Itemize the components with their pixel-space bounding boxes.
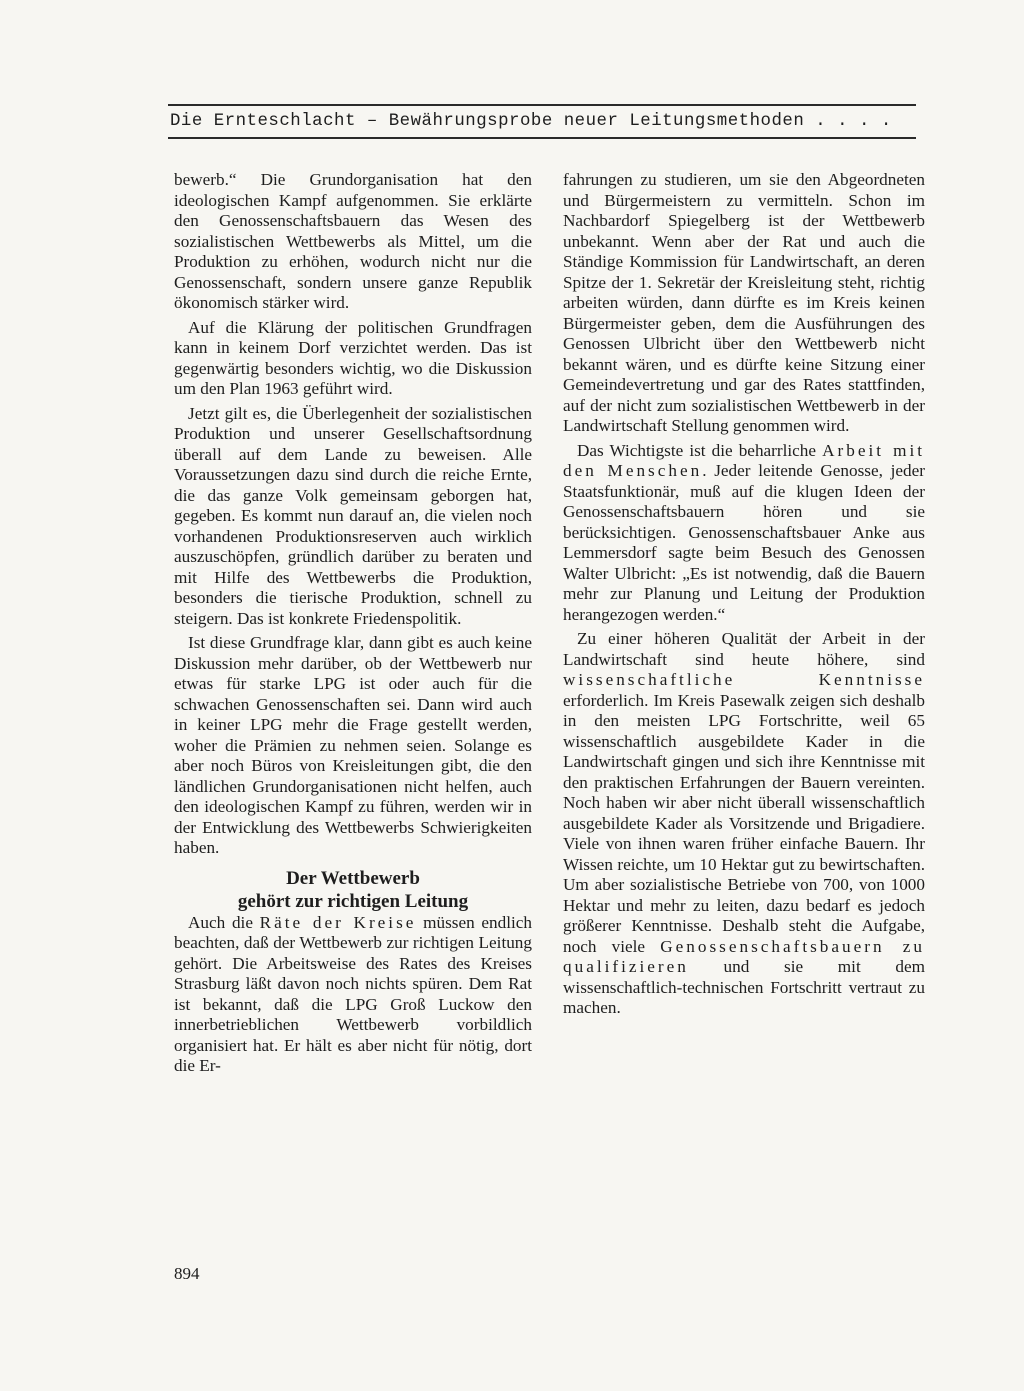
header-rule-bottom	[168, 137, 916, 139]
paragraph: Auf die Klärung der politischen Grundfragen kann in keinem Dorf verzichtet werden. Das ist gegenwärtig besonders wichtig, wo die Diskussion um den Plan 1963 geführt wird.	[174, 317, 532, 398]
text-run: Auch die	[188, 912, 260, 932]
text-run: Zu einer höheren Qualität der Arbeit in der Landwirtschaft sind heute höhere, sind	[563, 629, 925, 669]
spaced-emphasis: Arbeit mit den Menschen	[563, 440, 925, 480]
paragraph	[563, 441, 925, 626]
text-run: müssen endlich beachten, daß der Wettbewerb zur richtigen Leitung gehört. Die Arbeitsweise des Rates des Kreises Strasburg läßt davon noch nichts spüren. Dem Rat ist bekannt, daß die LPG Groß Luckow den innerbetrieblichen Wettbewerb vorbildlich organisiert hat. Er hält es aber nicht für nötig, dort die Er-	[174, 912, 532, 1075]
text-run: erforderlich. Im Kreis Pasewalk zeigen sich deshalb in den meisten LPG Fortschritte, weil 65 wissenschaftlich ausgebildete Kader in die Landwirtschaft gingen und sich ihre Kenntnisse mit den praktischen Erfahrungen der Bauern vereinten. Noch haben wir aber nicht überall wissenschaftlich ausgebildete Kader als Vorsitzende und Brigadiere. Viele von ihnen waren früher einfache Bauern. Ihr Wissen reichte, um 10 Hektar gut zu bewirtschaften. Um aber sozialistische Betriebe von 700, von 1000 Hektar und mehr zu leiten, dazu bedarf es jedoch größerer Kenntnisse. Deshalb steht die Aufgabe, noch viele	[563, 690, 925, 956]
right-column	[563, 170, 925, 1019]
section-heading-line: gehört zur richtigen Leitung	[237, 890, 469, 912]
running-header: Die Ernteschlacht – Bewährungsprobe neuer Leitungsmethoden . . . .	[170, 112, 892, 131]
page-number: 894	[174, 1264, 200, 1283]
left-column	[174, 170, 532, 1077]
spaced-emphasis: Räte der Kreise	[259, 912, 417, 932]
paragraph	[563, 629, 925, 1019]
header-rule-top	[168, 104, 916, 106]
paragraph: Jetzt gilt es, die Überlegenheit der sozialistischen Produktion und unserer Gesellschaftsordnung überall auf dem Lande zu beweisen. Alle Voraussetzungen dazu sind durch die reiche Ernte, die das ganze Volk gemeinsam geborgen hat, gegeben. Es kommt nun darauf an, die vielen noch vorhandenen Produktionsreserven auch wirklich auszuschöpfen, gründlich darüber zu beraten und mit Hilfe des Wettbewerbs die Produktion, besonders die tierische Produktion, schnell zu steigern. Das ist konkrete Friedenspolitik.	[174, 403, 532, 628]
spaced-emphasis: wissenschaftliche Kenntnisse	[563, 670, 925, 689]
text-run: . Jeder leitende Genosse, jeder Staatsfunktionär, muß auf die klugen Ideen der Genossenschaftsbauern hören und sie berücksichtigen. Genossenschaftsbauer Anke aus Lemmersdorf sagte beim Besuch des Genossen Walter Ulbricht: „Es ist notwendig, daß die Bauern mehr zur Planung und Leitung der Produktion herangezogen werden.“	[563, 461, 925, 624]
paragraph: Ist diese Grundfrage klar, dann gibt es auch keine Diskussion mehr darüber, ob der Wettbewerb nur etwas für starke LPG ist oder auch für die schwachen Genossenschaften sei. Dann wird auch in keiner LPG mehr die Frage gestellt werden, woher die Prämien zu nehmen seien. Solange es aber noch Büros von Kreisleitungen gibt, die den ländlichen Grundorganisationen nicht helfen, auch den ideologischen Kampf zu führen, werden wir in der Entwicklung des Wettbewerbs Schwierigkeiten haben.	[174, 633, 532, 857]
spaced-emphasis: Genossenschaftsbauern zu qualifizieren	[563, 936, 926, 976]
section-heading	[174, 867, 532, 913]
paragraph	[174, 913, 532, 1077]
section-heading-line: Der Wettbewerb	[286, 867, 420, 889]
paragraph: fahrungen zu studieren, um sie den Abgeordneten und Bürgermeistern zu vermitteln. Schon im Nachbardorf Spiegelberg ist der Wettbewerb unbekannt. Wenn aber der Rat und auch die Ständige Kommission für Landwirtschaft, an deren Spitze der 1. Sekretär der Kreisleitung steht, richtig arbeiten würden, dann dürfte es im Kreis keinen Bürgermeister geben, dem die Ausführungen des Genossen Ulbricht über den Wettbewerb nicht bekannt wären, und es dürfte keine Sitzung einer Gemeindevertretung und gar des Rates stattfinden, auf der nicht zum sozialistischen Wettbewerb in der Landwirtschaft Stellung genommen wird.	[563, 170, 925, 435]
text-run: Das Wichtigste ist die beharrliche	[577, 440, 823, 460]
text-run: und sie mit dem wissenschaftlich-technischen Fortschritt vertraut zu machen.	[563, 957, 925, 1017]
paragraph: bewerb.“ Die Grundorganisation hat den ideologischen Kampf aufgenommen. Sie erklärte den Genossenschaftsbauern das Wesen des sozialistischen Wettbewerbs als Mittel, um die Produktion zu erhöhen, wodurch nicht nur die Genossenschaft, sondern unsere ganze Republik ökonomisch stärker wird.	[174, 170, 532, 312]
